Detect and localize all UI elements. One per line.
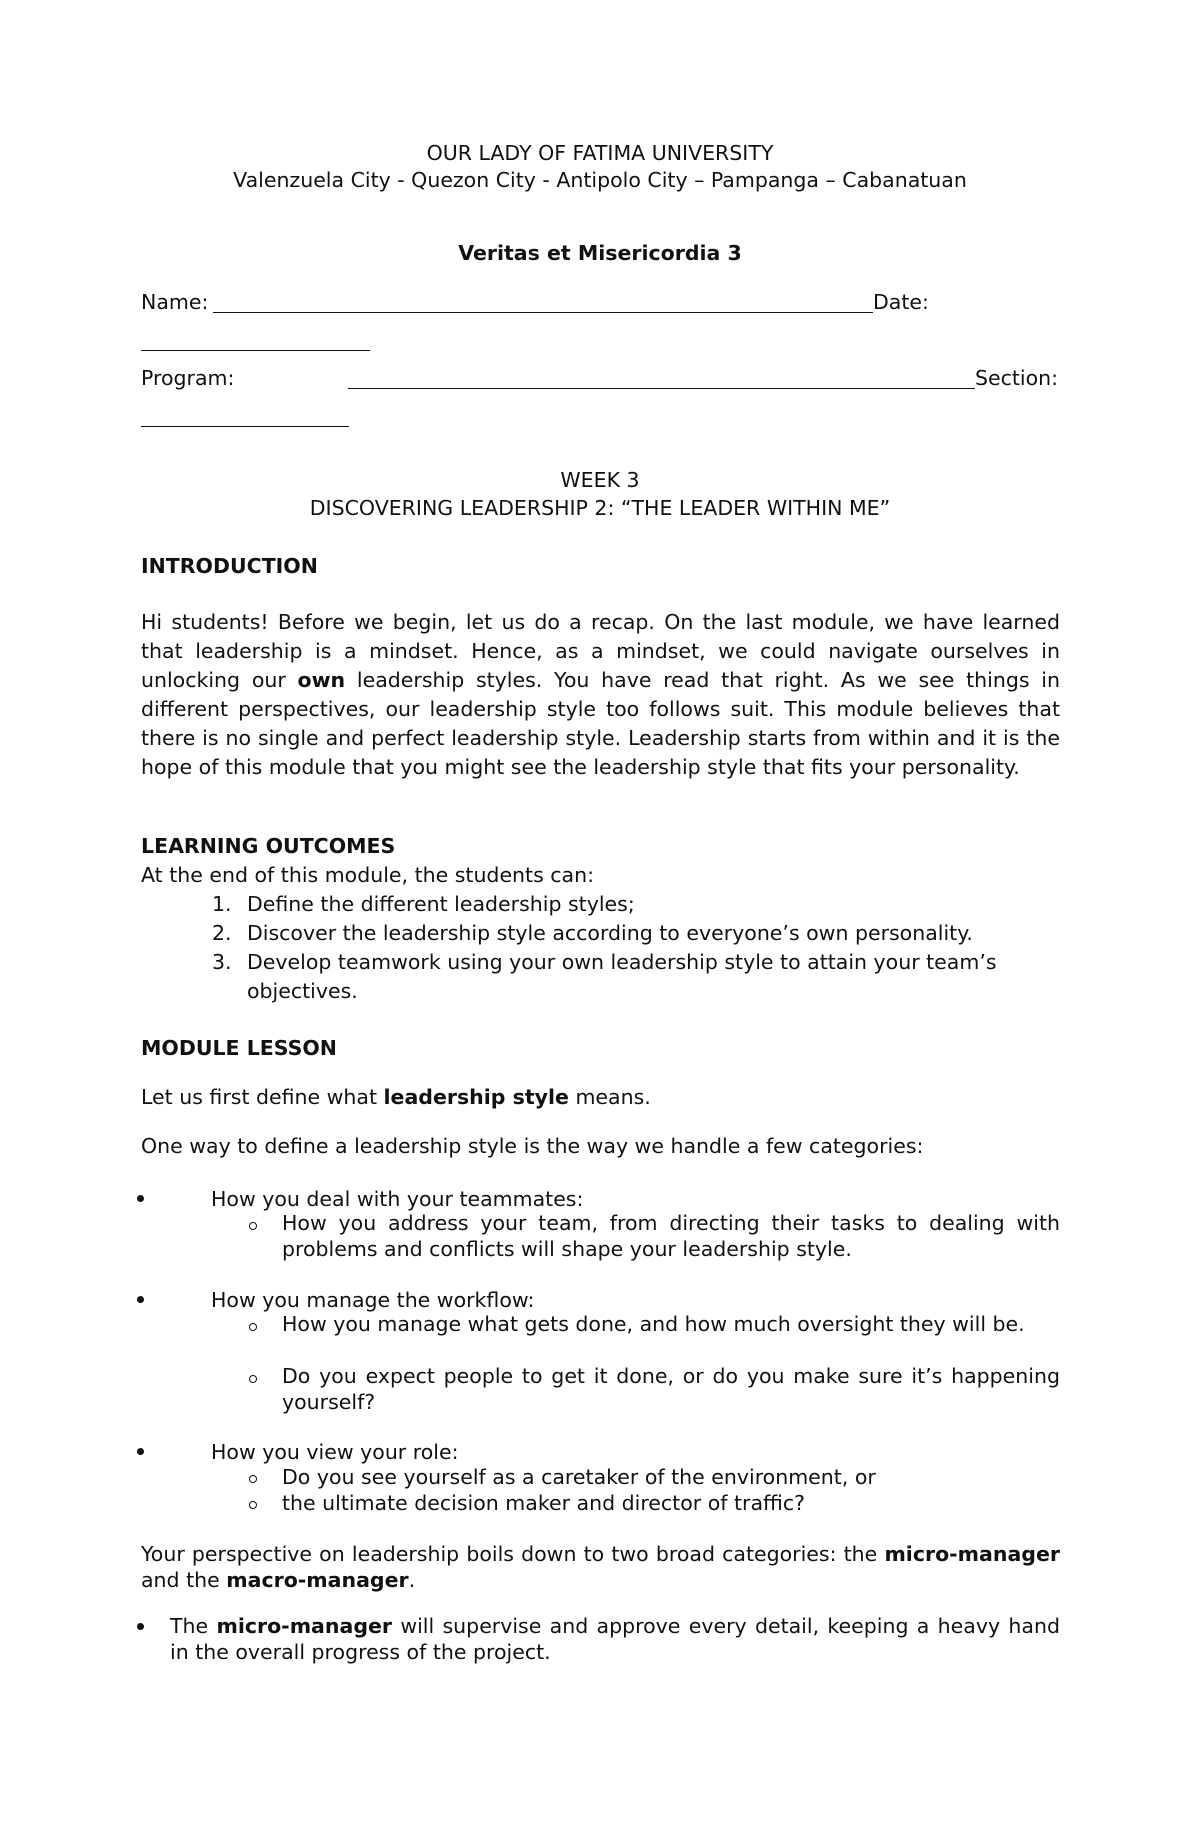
outcomes-heading: LEARNING OUTCOMES (141, 834, 396, 858)
outcome-item-continuation: objectives. (247, 979, 358, 1003)
program-label: Program: (141, 366, 235, 390)
program-field-line[interactable] (348, 388, 975, 389)
date-label: Date: (873, 290, 929, 314)
category-title: How you view your role: (211, 1440, 459, 1464)
outcome-number: 2. (212, 921, 232, 945)
outcomes-intro: At the end of this module, the students can: (141, 863, 595, 887)
introduction-text-1: Hi students! Before we begin, let us do a recap. On the last module, we have learned that leadership is a mindset. Hence, as a mindset, we could navigate ourselves in unlocking our (141, 610, 1060, 692)
bullet-icon (137, 1623, 144, 1630)
introduction-paragraph (141, 608, 1060, 782)
micro-text: The (170, 1614, 217, 1638)
perspective-paragraph (141, 1541, 1060, 1593)
definition-text-end: means. (568, 1085, 651, 1109)
category-title: How you deal with your teammates: (211, 1187, 584, 1211)
campus-list: Valenzuela City - Quezon City - Antipolo City – Pampanga – Cabanatuan (233, 168, 967, 192)
bullet-icon (137, 1296, 144, 1303)
micro-manager-description (170, 1613, 1060, 1665)
date-field-line[interactable] (141, 350, 370, 351)
sub-bullet-icon (249, 1222, 257, 1230)
sub-bullet-icon (249, 1501, 257, 1509)
micro-manager-term: micro-manager (884, 1542, 1060, 1566)
perspective-text-mid: and the (141, 1568, 227, 1592)
course-title: Veritas et Misericordia 3 (458, 241, 742, 265)
sub-bullet-icon (249, 1323, 257, 1331)
section-field-line[interactable] (141, 426, 349, 427)
introduction-emphasis: own (297, 668, 346, 692)
category-detail: Do you see yourself as a caretaker of the environment, or (282, 1465, 876, 1489)
sub-bullet-icon (249, 1375, 257, 1383)
sub-bullet-icon (249, 1475, 257, 1483)
outcome-number: 3. (212, 950, 232, 974)
micro-manager-term-2: micro-manager (216, 1614, 393, 1638)
category-detail: the ultimate decision maker and director of traffic? (282, 1491, 805, 1515)
section-label: Section: (975, 366, 1059, 390)
outcome-item: Define the different leadership styles; (247, 892, 635, 916)
name-label: Name: (141, 290, 209, 314)
outcome-number: 1. (212, 892, 232, 916)
category-detail: How you manage what gets done, and how much oversight they will be. (282, 1312, 1025, 1336)
outcome-item: Develop teamwork using your own leadership style to attain your team’s (247, 950, 997, 974)
outcome-item: Discover the leadership style according to everyone’s own personality. (247, 921, 973, 945)
category-detail: Do you expect people to get it done, or do you make sure it’s happening yourself? (282, 1364, 1060, 1414)
introduction-heading: INTRODUCTION (141, 554, 318, 578)
categories-intro: One way to define a leadership style is the way we handle a few categories: (141, 1134, 924, 1158)
university-name: OUR LADY OF FATIMA UNIVERSITY (426, 141, 774, 165)
bullet-icon (137, 1448, 144, 1455)
definition-term: leadership style (383, 1085, 569, 1109)
definition-sentence (141, 1083, 651, 1111)
introduction-text-2: leadership styles. You have read that right. As we see things in different perspectives, our leadership style too follows suit. This module believes that there is no single and perfect leadership style. Leadership starts from within and it is the hope of this module that you might see the leadership style that fits your personality. (141, 668, 1060, 779)
micro-text-end: will supervise and approve every detail, keeping a heavy hand in the overall progress of the project. (170, 1614, 1060, 1664)
lesson-heading: MODULE LESSON (141, 1036, 337, 1060)
name-field-line[interactable] (213, 312, 873, 313)
macro-manager-term: macro-manager (226, 1568, 409, 1592)
perspective-text: Your perspective on leadership boils down to two broad categories: the (141, 1542, 885, 1566)
module-title: DISCOVERING LEADERSHIP 2: “THE LEADER WITHIN ME” (309, 496, 891, 520)
definition-text: Let us first define what (141, 1085, 384, 1109)
bullet-icon (137, 1195, 144, 1202)
perspective-text-end: . (408, 1568, 416, 1592)
category-detail: How you address your team, from directing their tasks to dealing with problems and conflicts will shape your leadership style. (282, 1211, 1060, 1261)
category-title: How you manage the workflow: (211, 1288, 535, 1312)
week-label: WEEK 3 (560, 468, 640, 492)
